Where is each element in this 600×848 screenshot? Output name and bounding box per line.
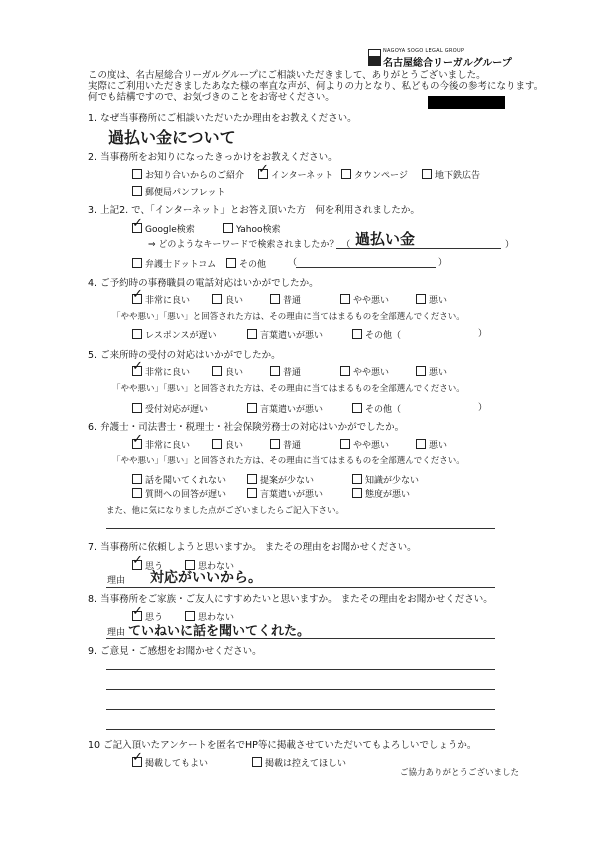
q3-keyword-close: ） (505, 240, 515, 250)
q6-other-prompt: また、他に気になりました点がございましたらご記入下さい。 (106, 506, 345, 516)
q5-follow: 「やや悪い」「悪い」と回答された方は、その理由に当てはまるものを全部選んでください。 (112, 384, 465, 394)
checkbox[interactable] (132, 258, 142, 268)
q4-reason-3[interactable]: その他（ (352, 329, 401, 342)
q9-line-1[interactable] (106, 669, 495, 670)
q6-text: 6. 弁護士・司法書士・税理士・社会保険労務士の対応はいかがでしたか。 (88, 422, 405, 433)
q3-opt-yahoo[interactable]: Yahoo検索 (223, 223, 281, 236)
checkbox[interactable] (247, 329, 257, 339)
q6-rating-3[interactable]: 普通 (270, 439, 301, 452)
q9-line-2[interactable] (106, 689, 495, 690)
intro-line-1: この度は、名古屋総合リーガルグループにご相談いただきまして、ありがとうございました。 (88, 70, 486, 81)
checkbox-checked[interactable] (258, 169, 268, 179)
q5-reason-1[interactable]: 受付対応が遅い (132, 403, 208, 416)
q6-other-line[interactable] (106, 528, 495, 529)
checkbox-checked[interactable] (132, 294, 142, 304)
checkbox[interactable] (252, 757, 262, 767)
q5-rating-2[interactable]: 良い (212, 366, 243, 379)
q7-text: 7. 当事務所に依頼しようと思いますか。 またその理由をお聞かせください。 (88, 542, 417, 553)
checkbox[interactable] (416, 439, 426, 449)
checkbox[interactable] (132, 169, 142, 179)
checkbox-checked[interactable] (132, 757, 142, 767)
q9-text: 9. ご意見・ご感想をお聞かせください。 (88, 646, 262, 657)
q5-rating-3[interactable]: 普通 (270, 366, 301, 379)
checkbox-checked[interactable] (132, 560, 142, 570)
q4-reason-close: ） (478, 329, 488, 339)
checkbox[interactable] (132, 474, 142, 484)
checkbox[interactable] (223, 223, 233, 233)
q7-reason-line (106, 587, 495, 588)
q3-other-open: （ (288, 258, 298, 268)
q7-reason[interactable]: 対応がいいから。 (150, 570, 262, 586)
q3-opt-bengoshi[interactable]: 弁護士ドットコム (132, 258, 216, 271)
q10-opt-no[interactable]: 掲載は控えてほしい (252, 757, 346, 770)
logo-en: NAGOYA SOGO LEGAL GROUP (383, 48, 465, 54)
q5-rating-4[interactable]: やや悪い (340, 366, 389, 379)
checkbox[interactable] (226, 258, 236, 268)
q9-line-3[interactable] (106, 709, 495, 710)
q4-text: 4. ご予約時の事務職員の電話対応はいかがでしたか。 (88, 278, 319, 289)
q2-opt-internet[interactable]: ✓ インターネット (258, 169, 333, 182)
q3-keyword-prompt: ⇒ どのようなキーワードで検索されましたか？ （ (148, 240, 351, 250)
q4-follow: 「やや悪い」「悪い」と回答された方は、その理由に当てはまるものを全部選んでください。 (112, 312, 465, 322)
checkbox[interactable] (212, 366, 222, 376)
q2-opt-postoffice[interactable]: 郵便局パンフレット (132, 186, 226, 199)
q4-rating-5[interactable]: 悪い (416, 294, 447, 307)
footer-thanks: ご協力ありがとうございました (400, 768, 520, 778)
checkbox[interactable] (416, 366, 426, 376)
checkbox[interactable] (352, 403, 362, 413)
q5-rating-5[interactable]: 悪い (416, 366, 447, 379)
q4-rating-4[interactable]: やや悪い (340, 294, 389, 307)
q4-reason-2[interactable]: 言葉遣いが悪い (247, 329, 323, 342)
q8-opt-yes[interactable]: ✓思う (132, 611, 163, 624)
q8-text: 8. 当事務所をご家族・ご友人にすすめたいと思いますか。 またその理由をお聞かせください。 (88, 594, 493, 605)
q3-other-line (296, 267, 436, 268)
q7-opt-yes[interactable]: ✓思う (132, 560, 163, 573)
q5-rating-1[interactable]: ✓非常に良い (132, 366, 190, 379)
checkbox[interactable] (340, 366, 350, 376)
q2-opt-subway[interactable]: 地下鉄広告 (422, 169, 480, 182)
checkbox[interactable] (247, 403, 257, 413)
checkbox-checked[interactable] (132, 366, 142, 376)
checkbox-checked[interactable] (132, 223, 142, 233)
q6-rating-5[interactable]: 悪い (416, 439, 447, 452)
q4-rating-3[interactable]: 普通 (270, 294, 301, 307)
intro-line-2: 実際にご利用いただきましたあなた様の率直な声が、何よりの力となり、私どもの今後の参考になります。 (88, 81, 544, 92)
q6-reason-1[interactable]: 話を聞いてくれない (132, 474, 226, 487)
q8-reason-label: 理由 (107, 628, 126, 638)
q3-text: 3. 上記2. で、「インターネット」とお答え頂いた方 何を利用されましたか。 (88, 205, 420, 216)
checkbox[interactable] (340, 439, 350, 449)
checkbox[interactable] (352, 474, 362, 484)
checkbox-checked[interactable] (132, 439, 142, 449)
q3-keyword[interactable]: 過払い金 (355, 230, 416, 248)
q6-reason-5[interactable]: 言葉遣いが悪い (247, 488, 323, 501)
checkbox[interactable] (270, 294, 280, 304)
q5-reason-2[interactable]: 言葉遣いが悪い (247, 403, 323, 416)
checkbox[interactable] (212, 439, 222, 449)
checkbox[interactable] (132, 329, 142, 339)
checkbox[interactable] (132, 186, 142, 196)
checkbox[interactable] (270, 366, 280, 376)
q6-reason-3[interactable]: 知識が少ない (352, 474, 419, 487)
q8-opt-no[interactable]: 思わない (185, 611, 234, 624)
logo-mark-icon (368, 49, 381, 66)
checkbox[interactable] (132, 488, 142, 498)
q7-opt-no[interactable]: 思わない (185, 560, 234, 573)
checkbox[interactable] (416, 294, 426, 304)
q2-text: 2. 当事務所をお知りになったきっかけをお教えください。 (88, 152, 338, 163)
checkbox[interactable] (270, 439, 280, 449)
checkbox[interactable] (247, 488, 257, 498)
q8-reason[interactable]: ていねいに話を聞いてくれた。 (128, 624, 311, 639)
q6-follow: 「やや悪い」「悪い」と回答された方は、その理由に当てはまるものを全部選んでください。 (112, 456, 465, 466)
q3-keyword-underline (336, 248, 501, 249)
q6-reason-6[interactable]: 態度が悪い (352, 488, 410, 501)
checkbox[interactable] (352, 329, 362, 339)
q4-rating-2[interactable]: 良い (212, 294, 243, 307)
redaction-box (428, 96, 505, 109)
q7-reason-label: 理由 (107, 576, 126, 586)
q2-opt-referral[interactable]: お知り合いからのご紹介 (132, 169, 244, 182)
q6-reason-4[interactable]: 質問への回答が遅い (132, 488, 226, 501)
checkbox[interactable] (247, 474, 257, 484)
q5-text: 5. ご来所時の受付の対応はいかがでしたか。 (88, 350, 281, 361)
checkbox[interactable] (340, 294, 350, 304)
q2-opt-townpage[interactable]: タウンページ (341, 169, 408, 182)
q3-opt-google[interactable]: ✓Google検索 (132, 223, 195, 236)
q10-opt-yes[interactable]: ✓掲載してもよい (132, 757, 208, 770)
checkbox[interactable] (212, 294, 222, 304)
q6-reason-2[interactable]: 提案が少ない (247, 474, 314, 487)
q4-rating-1[interactable]: ✓非常に良い (132, 294, 190, 307)
q6-rating-1[interactable]: ✓非常に良い (132, 439, 190, 452)
q1-answer[interactable]: 過払い金について (108, 128, 236, 147)
q9-line-4[interactable] (106, 729, 495, 730)
q4-reason-1[interactable]: レスポンスが遅い (132, 329, 216, 342)
q1-text: 1. なぜ当事務所にご相談いただいたか理由をお教えください。 (88, 113, 357, 124)
q8-reason-line (106, 638, 495, 639)
checkbox[interactable] (132, 403, 142, 413)
checkbox[interactable] (341, 169, 351, 179)
q3-other-close: ） (438, 258, 448, 268)
q6-rating-4[interactable]: やや悪い (340, 439, 389, 452)
q6-rating-2[interactable]: 良い (212, 439, 243, 452)
q5-reason-close: ） (478, 403, 488, 413)
checkbox[interactable] (422, 169, 432, 179)
logo-ja: 名古屋総合リーガルグループ (383, 58, 512, 69)
intro-line-3: 何でも結構ですので、お気づきのことをお寄せください。 (88, 92, 335, 103)
checkbox[interactable] (352, 488, 362, 498)
q5-reason-3[interactable]: その他（ (352, 403, 401, 416)
q10-text: 10 ご記入頂いたアンケートを匿名でHP等に掲載させていただいてもよろしいでしょうか。 (88, 740, 477, 751)
q3-opt-other[interactable]: その他 (226, 258, 266, 271)
